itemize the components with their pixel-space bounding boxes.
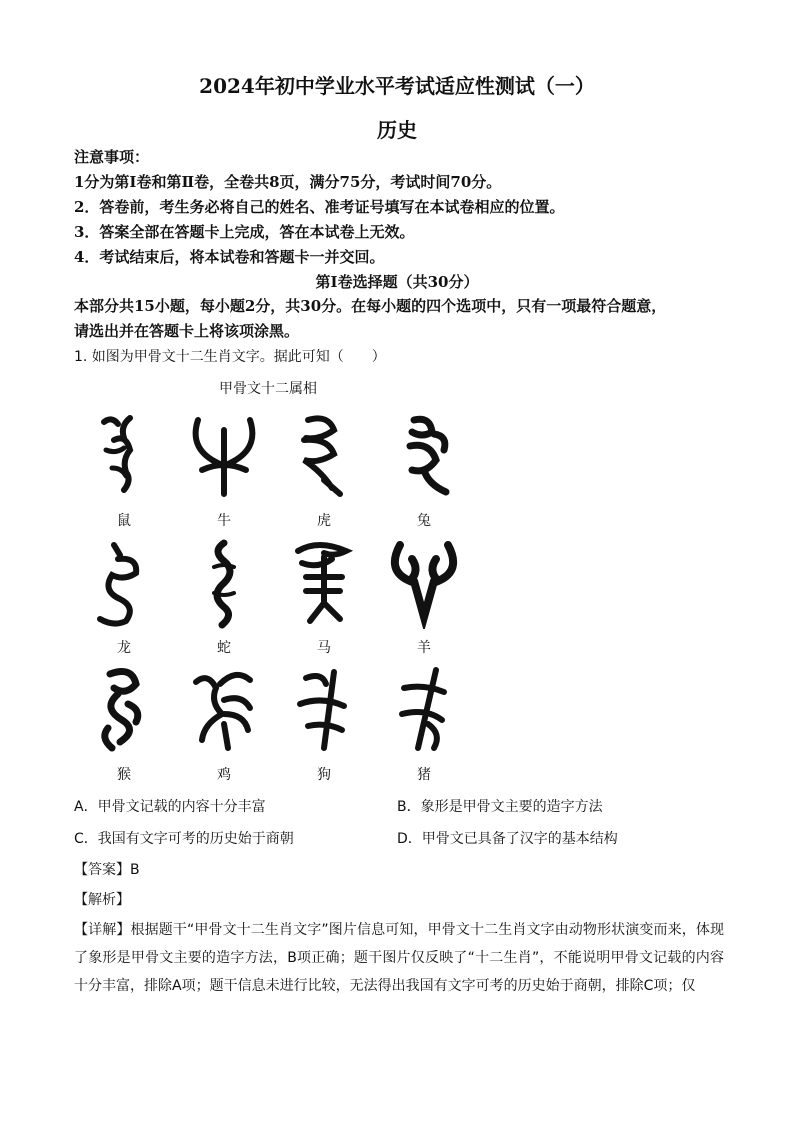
- glyph-cell-rat: [74, 410, 174, 535]
- answer-label: 【答案】B: [74, 862, 140, 878]
- detail-paragraph: 【详解】根据题干“甲骨文十二生肖文字”图片信息可知，甲骨文十二生肖文字由动物形状演变而来，体现了象形是甲骨文主要的造字方法，B项正确；题干图片仅反映了“十二生肖”，不能说明甲骨文记载的内容十分丰富，排除A项；题干信息未进行比较，无法得出我国有文字可考的历史始于商朝，排除C项；仅: [74, 922, 724, 994]
- option-c: C．我国有文字可考的历史始于商朝: [74, 831, 294, 847]
- glyph-cell-dragon: [74, 537, 174, 662]
- oracle-bone-figure: [74, 372, 514, 782]
- glyph-cell-ox: [174, 410, 274, 535]
- animal-label: 狗: [317, 767, 331, 783]
- glyph-cell-tiger: [274, 410, 374, 535]
- section-instructions-1: 本部分共15小题，每小题2分，共30分。在每小题的四个选项中，只有一项最符合题意，: [74, 297, 667, 315]
- figure-title: 甲骨文十二属相: [219, 381, 317, 397]
- glyph-cell-rooster: [174, 664, 274, 789]
- rooster-glyph-icon: [184, 664, 264, 756]
- note-item-4: 4．考试结束后，将本试卷和答题卡一并交回。: [74, 248, 385, 266]
- option-d: D．甲骨文已具备了汉字的基本结构: [397, 831, 618, 847]
- animal-label: 牛: [217, 513, 231, 529]
- animal-label: 猴: [117, 767, 131, 783]
- glyph-cell-snake: [174, 537, 274, 662]
- note-item-2: 2．答卷前，考生务必将自己的姓名、准考证号填写在本试卷相应的位置。: [74, 198, 565, 216]
- note-item-3: 3．答案全部在答题卡上完成，答在本试卷上无效。: [74, 223, 415, 241]
- dragon-glyph-icon: [84, 537, 164, 629]
- dog-glyph-icon: [284, 664, 364, 756]
- option-a: A．甲骨文记载的内容十分丰富: [74, 799, 266, 815]
- analysis-label: 【解析】: [74, 892, 130, 908]
- glyph-cell-horse: [274, 537, 374, 662]
- animal-label: 猪: [417, 767, 431, 783]
- monkey-glyph-icon: [84, 664, 164, 756]
- rat-glyph-icon: [84, 410, 164, 502]
- subject-title: 历史: [377, 118, 417, 142]
- pig-glyph-icon: [384, 664, 464, 756]
- glyph-cell-dog: [274, 664, 374, 789]
- animal-label: 鼠: [117, 513, 131, 529]
- animal-label: 虎: [317, 513, 331, 529]
- horse-glyph-icon: [284, 537, 364, 629]
- animal-label: 龙: [117, 640, 131, 656]
- question-stem: 1. 如图为甲骨文十二生肖文字。据此可知（ ）: [74, 349, 386, 365]
- animal-label: 马: [317, 640, 331, 656]
- sheep-glyph-icon: [384, 537, 464, 629]
- animal-label: 兔: [417, 513, 431, 529]
- glyph-cell-monkey: [74, 664, 174, 789]
- snake-glyph-icon: [184, 537, 264, 629]
- section-instructions-2: 请选出并在答题卡上将该项涂黑。: [74, 322, 300, 340]
- glyph-cell-pig: [374, 664, 474, 789]
- rabbit-glyph-icon: [384, 410, 464, 502]
- glyph-cell-rabbit: [374, 410, 474, 535]
- section-heading: 第Ⅰ卷选择题（共30分）: [315, 273, 479, 291]
- option-b: B．象形是甲骨文主要的造字方法: [397, 799, 603, 815]
- exam-title: 2024年初中学业水平考试适应性测试（一）: [199, 74, 595, 98]
- note-item-1: 1分为第Ⅰ卷和第Ⅱ卷，全卷共8页，满分75分，考试时间70分。: [74, 173, 502, 191]
- glyph-cell-sheep: [374, 537, 474, 662]
- notes-heading: 注意事项：: [74, 148, 150, 166]
- tiger-glyph-icon: [284, 410, 364, 502]
- animal-label: 羊: [417, 640, 431, 656]
- ox-glyph-icon: [184, 410, 264, 502]
- animal-label: 鸡: [217, 767, 231, 783]
- animal-label: 蛇: [217, 640, 231, 656]
